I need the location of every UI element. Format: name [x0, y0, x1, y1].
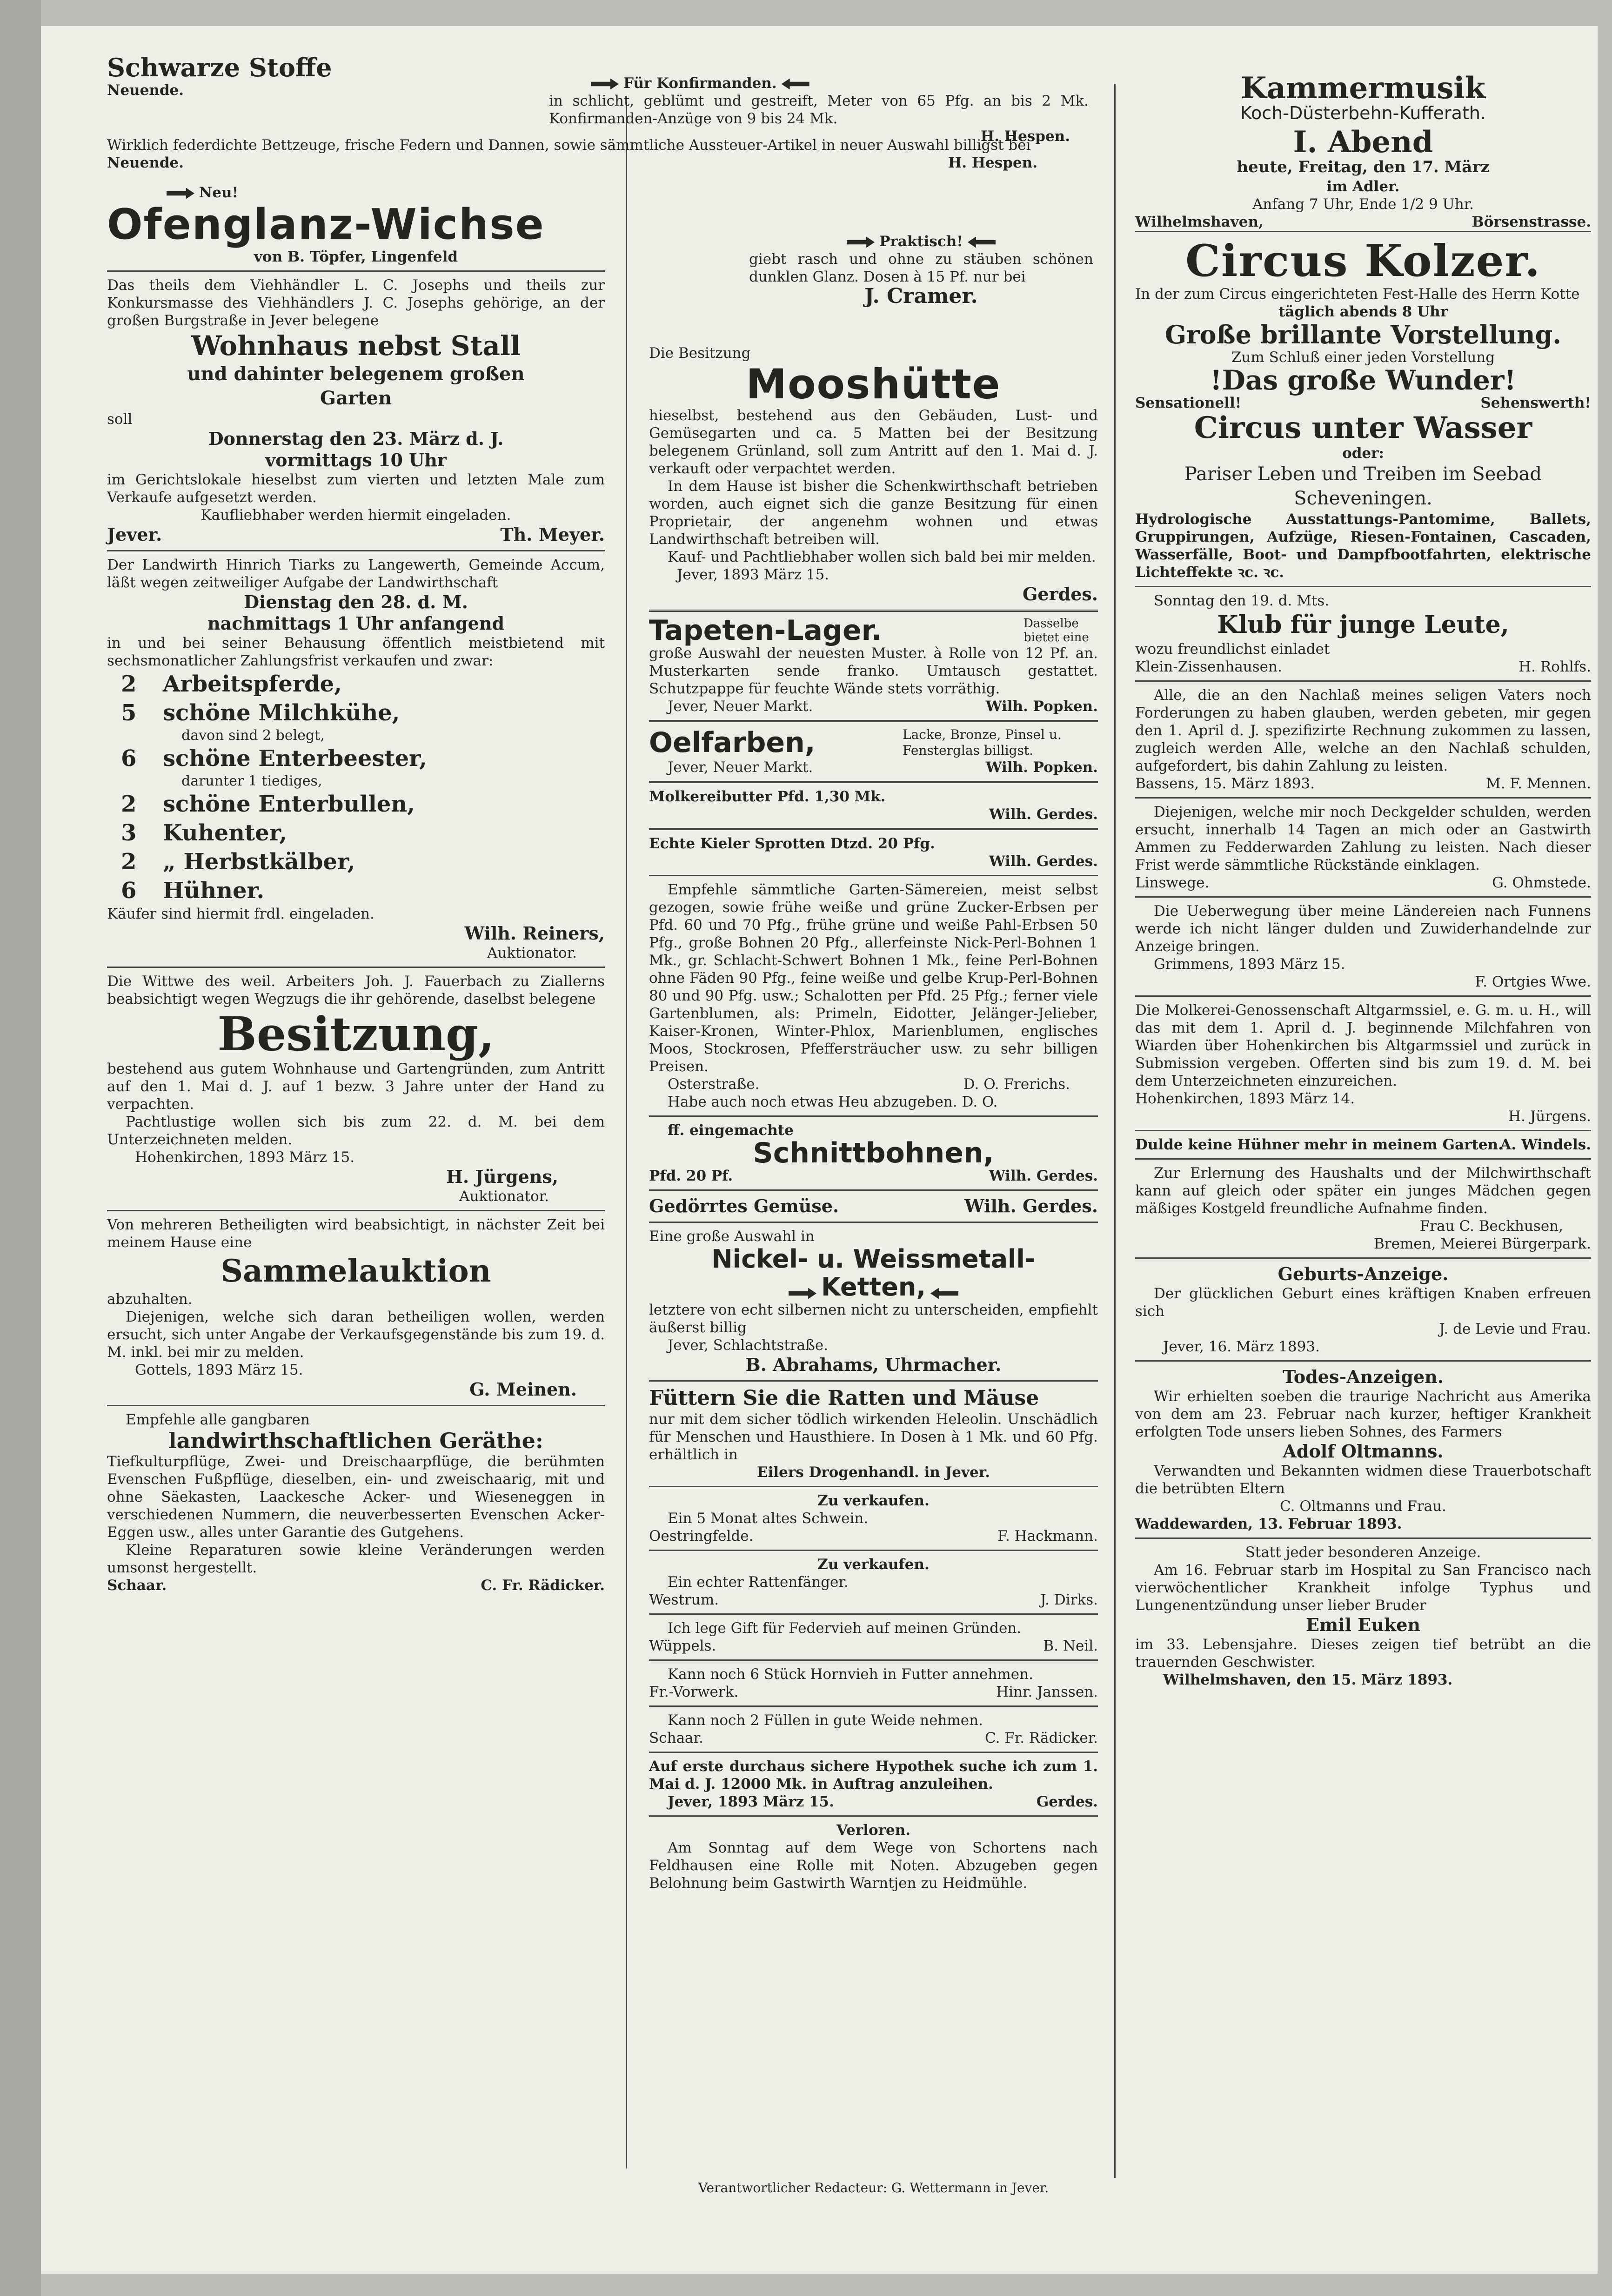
ad-sammel-text: Von mehreren Betheiligten wird beabsichtigt, in nächster Zeit bei meinem Hause eine: [107, 1216, 605, 1251]
ad-mooshuette-intro: Die Besitzung: [649, 345, 751, 362]
ad-todes-heading: Todes-Anzeigen.: [1282, 1366, 1444, 1387]
auction-item: [107, 876, 605, 905]
column-rule-right: [1114, 84, 1116, 2178]
ad-date: Gottels, 1893 März 15.: [135, 1362, 303, 1378]
ad-signature: Eilers Drogenhandl. in Jever.: [756, 1464, 990, 1481]
auction-item: [107, 744, 605, 773]
ad-text: Ich lege Gift für Federvieh auf meinen Gründen.: [668, 1620, 1022, 1637]
ad-neu: Neu!: [199, 184, 239, 201]
ad-sprotten: Echte Kieler Sprotten Dtzd. 20 Pfg.: [649, 835, 935, 852]
ad-wohnhaus-sub2: Garten: [320, 387, 392, 409]
ad-kammermusik-time: Anfang 7 Uhr, Ende 1/2 9 Uhr.: [1252, 196, 1474, 213]
ad-nachlass-text: Alle, die an den Nachlaß meines seligen Vaters noch Forderungen zu haben glauben, werden gebeten, mir gegen den 1. April d. J. spezifizirte Rechnung zukommen zu lassen, zugleich werden Alle, welche an den Nachlaß schulden, aufgefordert, bis dahin Zahlung zu leisten.: [1135, 687, 1591, 774]
ad-sammelauktion-title: Sammelauktion: [221, 1253, 491, 1289]
ad-signature: C. Fr. Rädicker.: [984, 1730, 1098, 1746]
ad-signature-title: Auktionator.: [487, 945, 577, 961]
ad-place: Linswege.: [1135, 874, 1210, 891]
ad-signature: G. Ohmstede.: [1492, 874, 1591, 891]
ad-mooshuette-text: hieselbst, bestehend aus den Gebäuden, Lust- und Gemüsegarten und ca. 5 Matten bei der Besitzung belegenem Grünland, soll zum Antritt auf den 1. Mai d. J. verkauft oder verpachtet werden.: [649, 407, 1098, 477]
auction-item-count: 6: [121, 745, 137, 772]
ad-signature: H. Hespen.: [948, 154, 1037, 171]
ad-place: Neuende.: [107, 82, 184, 99]
ad-hypothek-text: Auf erste durchaus sichere Hypothek suche ich zum 1. Mai d. J. 12000 Mk. in Auftrag anzuleihen.: [649, 1758, 1098, 1792]
ad-circus-wonder: !Das große Wunder!: [1210, 364, 1516, 396]
ad-circus-paris: Pariser Leben und Treiben im Seebad Scheveningen.: [1184, 463, 1542, 509]
ad-signature: H. Jürgens.: [1508, 1108, 1591, 1125]
ad-geraethe-text: Tiefkulturpflüge, Zwei- und Dreischaarpflüge, die berühmten Evenschen Fußpflüge, dieselben, ein- und zweischaarig, mit und ohne Säekasten, Laackesche Acker- und Wieseneggen in verschiedenen Nummern, die neuverbesserten Evenschen Acker-Eggen usw., alles unter Garantie des Gutgehens.: [107, 1453, 605, 1541]
ad-dulde-text: Dulde keine Hühner mehr in meinem Garten.: [1135, 1136, 1503, 1153]
ad-molkereibutter: Molkereibutter Pfd. 1,30 Mk.: [649, 788, 886, 805]
auction-item: [107, 727, 605, 744]
ad-circus-water: Circus unter Wasser: [1194, 410, 1532, 445]
ad-signature-address: Bremen, Meierei Bürgerpark.: [1374, 1235, 1591, 1252]
ad-signature: Wilh. Gerdes.: [964, 1195, 1098, 1216]
ad-klub-title: Klub für junge Leute,: [1217, 611, 1509, 639]
ad-text: Ein 5 Monat altes Schwein.: [668, 1510, 869, 1527]
ad-geraethe-intro: Empfehle alle gangbaren: [126, 1411, 310, 1428]
ad-place: Schaar.: [649, 1730, 703, 1746]
ad-signature: M. F. Mennen.: [1485, 775, 1591, 792]
ad-wittwe-text: Die Wittwe des weil. Arbeiters Joh. J. Fauerbach zu Ziallerns beabsichtigt wegen Wegzugs die ihr gehörende, daselbst belegene: [107, 973, 605, 1007]
ad-nickel-text: letztere von echt silbernen nicht zu unterscheiden, empfiehlt äußerst billig: [649, 1302, 1098, 1336]
ad-date: Jever, 16. März 1893.: [1163, 1338, 1320, 1355]
ad-signature: C. Oltmanns und Frau.: [1280, 1498, 1446, 1515]
ad-tapeten-text: große Auswahl der neuesten Muster. à Rolle von 12 Pf. an. Musterkarten sende franko. Umtausch gestattet. Schutzpappe für feuchte Wände stets vorräthig.: [649, 645, 1098, 697]
ad-place: Neuende.: [107, 154, 184, 171]
ad-signature: Wilh. Popken.: [985, 698, 1098, 715]
ad-signature: C. Fr. Rädicker.: [481, 1577, 605, 1594]
ad-place: Oestringfelde.: [649, 1528, 754, 1544]
ad-kammermusik-title: Kammermusik: [1241, 71, 1485, 106]
ad-schwarze-stoffe: [107, 54, 605, 99]
ad-signature: J. Dirks.: [1040, 1591, 1098, 1608]
auction-item: [107, 847, 605, 876]
auction-item-label: schöne Milchkühe,: [163, 700, 400, 726]
ad-place: Fr.-Vorwerk.: [649, 1684, 739, 1700]
pointing-hand-icon: [591, 79, 619, 90]
ad-date: Grimmens, 1893 März 15.: [1154, 956, 1345, 973]
ad-place: Jever, Neuer Markt.: [668, 698, 813, 715]
ad-place: Westrum.: [649, 1591, 719, 1608]
ad-wohnhaus-title: Wohnhaus nebst Stall: [191, 330, 521, 362]
ad-signature: Wilh. Reiners,: [464, 923, 605, 944]
ad-wohnhaus-time: vormittags 10 Uhr: [265, 450, 447, 470]
ad-mooshuette-text3: Kauf- und Pachtliebhaber wollen sich bald bei mir melden.: [668, 549, 1096, 565]
pointing-hand-icon: [930, 1288, 958, 1299]
ad-signature: F. Hackmann.: [997, 1528, 1098, 1544]
auction-item-count: 6: [121, 878, 137, 904]
ad-oelfarben-side: Lacke, Bronze, Pinsel u. Fensterglas billigst.: [903, 727, 1062, 758]
ad-ratten-text: nur mit dem sicher tödlich wirkenden Heleolin. Unschädlich für Menschen und Hausthiere. In Dosen à 1 Mk. und 60 Pfg. erhältlich in: [649, 1411, 1098, 1463]
ad-garten-hay: Habe auch noch etwas Heu abzugeben. D. O.: [668, 1094, 998, 1110]
column-2: [649, 344, 1098, 2178]
ad-street: Börsenstrasse.: [1472, 214, 1591, 230]
ad-wohnhaus-soll: soll: [107, 411, 133, 428]
ad-heading: Praktisch!: [879, 233, 963, 250]
ad-garten-text: Empfehle sämmtliche Garten-Sämereien, meist selbst gezogen, sowie frühe weiße und grüne Zucker-Erbsen per Pfd. 60 und 70 Pfg., frühe grüne und weiße Pahl-Erbsen 50 Pfg., große Bohnen 20 Pfg., allerfeinste Nick-Perl-Bohnen 1 Mk., gr. Schlacht-Schwert Bohnen 1 Mk., feine Perl-Bohnen ohne Fäden 90 Pfg., feine weiße und gelbe Krup-Perl-Bohnen 80 und 90 Pfg. usw.; Schalotten per Pfd. 25 Pfg.; ferner viele Gartenblumen, als: Primeln, Eidotter, Jelänger-Jelieber, Kaiser-Kronen, Winter-Phlox, Marienblumen, englisches Moos, Stockrosen, Pfeffersträucher usw. zu sehr billigen Preisen.: [649, 881, 1098, 1075]
ad-geraethe-text2: Kleine Reparaturen sowie kleine Veränderungen werden umsonst hergestellt.: [107, 1542, 605, 1576]
ad-date: Jever, 1893 März 15.: [668, 1793, 834, 1810]
ad-nickel-intro: Eine große Auswahl in: [649, 1228, 815, 1245]
ad-wittwe-text2: bestehend aus gutem Wohnhause und Gartengründen, zum Antritt auf den 1. Mai d. J. auf 1 bezw. 3 Jahre unter der Hand zu verpachten.: [107, 1061, 605, 1113]
pointing-hand-icon: [789, 1288, 816, 1299]
ad-gedoerrtes: Gedörrtes Gemüse.: [649, 1195, 839, 1216]
ad-signature: Th. Meyer.: [500, 524, 605, 545]
ad-statt-text2: im 33. Lebensjahre. Dieses zeigen tief betrübt an die trauernden Geschwister.: [1135, 1636, 1591, 1671]
auction-item-label: Arbeitspferde,: [163, 671, 342, 697]
ad-wohnhaus-intro: Das theils dem Viehhändler L. C. Josephs und theils zur Konkursmasse des Viehhändlers J. C. Josephs gehörige, an der großen Burgstraße in Jever belegene: [107, 277, 605, 329]
ad-text: Kann noch 2 Füllen in gute Weide nehmen.: [668, 1712, 983, 1729]
ad-landwirth-text2: in und bei seiner Behausung öffentlich meistbietend mit sechsmonatlicher Zahlungsfrist verkaufen und zwar:: [107, 635, 605, 669]
auction-item-count: 3: [121, 820, 137, 846]
ad-place: Jever, Schlachtstraße.: [668, 1337, 829, 1354]
pointing-hand-icon: [167, 188, 194, 199]
ad-signature: J. de Levie und Frau.: [1439, 1321, 1591, 1337]
auction-item-list: [107, 670, 605, 905]
ad-signature: Wilh. Gerdes.: [989, 853, 1098, 870]
ad-landwirth-invite: Käufer sind hiermit frdl. eingeladen.: [107, 906, 375, 922]
ad-tapeten-title: Tapeten-Lager.: [649, 614, 882, 647]
ad-landwirth-text: Der Landwirth Hinrich Tiarks zu Langewerth, Gemeinde Accum, läßt wegen zeitweiliger Aufgabe der Landwirthschaft: [107, 557, 605, 591]
auction-item: [107, 790, 605, 819]
ad-circus-daily: täglich abends 8 Uhr: [1278, 303, 1448, 320]
ad-signature: Wilh. Popken.: [985, 759, 1098, 776]
ad-molkerei-text: Die Molkerei-Genossenschaft Altgarmssiel, e. G. m. u. H., will das mit dem 1. April d. J. beginnende Milchfahren von Wiarden über Hohenkirchen bis Altgarmssiel und zurück in Submission vergeben. Offerten sind bis zum 19. d. M. bei dem Unterzeichneten einzureichen.: [1135, 1002, 1591, 1089]
ad-signature: J. Cramer.: [864, 284, 978, 308]
ad-todes-text: Wir erhielten soeben die traurige Nachricht aus Amerika von dem am 23. Februar nach kurzer, heftiger Krankheit erfolgten Tode unsers lieben Sohnes, des Farmers: [1135, 1388, 1591, 1440]
ad-heading: Für Konfirmanden.: [623, 75, 777, 92]
ad-text: Ein echter Rattenfänger.: [668, 1574, 849, 1591]
ad-circus-title: Circus Kolzer.: [1185, 235, 1541, 287]
ad-signature: B. Abrahams, Uhrmacher.: [745, 1354, 1002, 1375]
ad-title: Schwarze Stoffe: [107, 53, 332, 82]
ad-sammel-text2: abzuhalten.: [107, 1291, 193, 1308]
ad-circus-oder: oder:: [1342, 445, 1384, 462]
ad-konfirmanden-text: in schlicht, geblümt und gestreift, Meter von 65 Pfg. an bis 2 Mk. Konfirmanden-Anzüge von 9 bis 24 Mk.: [549, 93, 1089, 127]
ad-heading: Zu verkaufen.: [817, 1492, 930, 1509]
ad-verloren-text: Am Sonntag auf dem Wege von Schortens nach Feldhausen eine Rolle mit Noten. Abzugeben gegen Belohnung beim Gastwirth Warntjen zu Heidmühle.: [649, 1839, 1098, 1892]
ad-circus-sens: Sensationell!: [1135, 395, 1242, 411]
auction-item-label: darunter 1 tiediges,: [181, 773, 322, 789]
ad-wittwe-text3: Pachtlustige wollen sich bis zum 22. d. M. bei dem Unterzeichneten melden.: [107, 1114, 605, 1148]
ad-date: Bassens, 15. März 1893.: [1135, 775, 1315, 792]
scan-left-edge: [0, 0, 41, 2296]
ad-signature: A. Windels.: [1500, 1136, 1591, 1153]
ad-nickel-title: Nickel- u. Weissmetall-: [711, 1244, 1036, 1274]
auction-item: [107, 698, 605, 727]
auction-item-count: 2: [121, 671, 137, 697]
ad-text: Kann noch 6 Stück Hornvieh in Futter annehmen.: [668, 1666, 1033, 1683]
ad-statt-name: Emil Euken: [1306, 1614, 1420, 1635]
ad-kammermusik-place: im Adler.: [1326, 178, 1400, 195]
ad-ratten-title: Füttern Sie die Ratten und Mäuse: [649, 1386, 1039, 1410]
ad-mooshuette-title: Mooshütte: [746, 360, 1001, 408]
ad-nickel-title2: Ketten,: [821, 1272, 926, 1302]
ad-circus-show: Große brillante Vorstellung.: [1164, 320, 1562, 349]
ad-geraethe-title: landwirthschaftlichen Geräthe:: [168, 1428, 543, 1453]
ad-konfirmanden: [549, 74, 1089, 145]
ad-date: Hohenkirchen, 1893 März 15.: [135, 1149, 355, 1166]
auction-item: [107, 670, 605, 698]
auction-item-label: davon sind 2 belegt,: [181, 727, 325, 744]
ad-circus-text: In der zum Circus eingerichteten Fest-Halle des Herrn Kotte: [1135, 286, 1580, 302]
ad-praktisch: [749, 233, 1093, 307]
ad-oelfarben-title: Oelfarben,: [649, 726, 816, 759]
ad-ofenglanz-title: Ofenglanz-Wichse: [107, 200, 545, 249]
ad-kammermusik-date: heute, Freitag, den 17. März: [1237, 158, 1490, 176]
ad-heading: Zu verkaufen.: [817, 1556, 930, 1573]
ad-signature: G. Meinen.: [469, 1379, 577, 1400]
ad-kammermusik-sub: Koch-Düsterbehn-Kufferath.: [1240, 103, 1486, 123]
ad-place: Jever, Neuer Markt.: [668, 759, 813, 776]
ad-sammel-text3: Diejenigen, welche sich daran betheiligen wollen, werden ersucht, sich unter Angabe der Verkaufsgegenstände bis zum 19. d. M. inkl. bei mir zu melden.: [107, 1309, 605, 1361]
auction-item-label: Hühner.: [163, 878, 265, 904]
ad-wohnhaus-text: im Gerichtslokale hieselbst zum vierten und letzten Male zum Verkaufe aufgesetzt werden.: [107, 471, 605, 506]
ad-date: Hohenkirchen, 1893 März 14.: [1135, 1090, 1355, 1107]
ad-heading: Verloren.: [836, 1822, 911, 1839]
ad-place: Wüppels.: [649, 1638, 716, 1654]
auction-item-label: schöne Enterbullen,: [163, 791, 415, 817]
page-footer-editor: Verantwortlicher Redacteur: G. Wettermann in Jever.: [698, 2180, 1049, 2195]
ad-place: Schaar.: [107, 1577, 167, 1594]
ad-signature: Wilh. Gerdes.: [989, 806, 1098, 823]
ad-circus-seh: Sehenswerth!: [1480, 395, 1591, 411]
ad-signature: B. Neil.: [1043, 1638, 1098, 1654]
ad-geburt-heading: Geburts-Anzeige.: [1278, 1263, 1449, 1284]
ad-todes-text2: Verwandten und Bekannten widmen diese Trauerbotschaft die betrübten Eltern: [1135, 1463, 1591, 1497]
auction-item: [107, 773, 605, 790]
auction-item-label: schöne Enterbeester,: [163, 745, 427, 772]
ad-schnittbohnen-title: Schnittbohnen,: [753, 1137, 994, 1169]
ad-place: Klein-Zissenhausen.: [1135, 658, 1282, 675]
ad-place: Jever.: [107, 524, 162, 545]
ad-price: Pfd. 20 Pf.: [649, 1168, 733, 1184]
pointing-hand-icon: [847, 237, 875, 248]
ad-mooshuette-text2: In dem Hause ist bisher die Schenkwirthschaft betrieben worden, auch eignet sich die ganze Besitzung für einen Proprietair, der angenehm wohnen und etwas Landwirthschaft betreiben will.: [649, 478, 1098, 548]
ad-signature: Hinr. Janssen.: [996, 1684, 1098, 1700]
ad-signature: Gerdes.: [1022, 584, 1098, 604]
ad-date: Jever, 1893 März 15.: [677, 566, 829, 583]
ad-wohnhaus-sub: und dahinter belegenem großen: [187, 363, 525, 385]
pointing-hand-icon: [782, 79, 809, 90]
ad-statt-heading: Statt jeder besonderen Anzeige.: [1245, 1544, 1481, 1561]
ad-ueberwegung-text: Die Ueberwegung über meine Ländereien nach Funnens werde ich nicht länger dulden und Zuwiderhandelnde zur Anzeige bringen.: [1135, 903, 1591, 955]
ad-ofenglanz-maker: von B. Töpfer, Lingenfeld: [254, 248, 458, 265]
pointing-hand-icon: [968, 237, 996, 248]
ad-landwirth-time: nachmittags 1 Uhr anfangend: [207, 613, 505, 634]
ad-signature: F. Ortgies Wwe.: [1475, 973, 1591, 990]
ad-schnitt-intro: ff. eingemachte: [668, 1122, 794, 1139]
ad-wohnhaus-invite: Kaufliebhaber werden hiermit eingeladen.: [201, 507, 511, 524]
ad-signature: Gerdes.: [1036, 1793, 1098, 1810]
ad-signature: D. O. Frerichs.: [963, 1076, 1070, 1093]
ad-kammermusik-abend: I. Abend: [1293, 125, 1433, 160]
ad-landwirth-date: Dienstag den 28. d. M.: [244, 591, 468, 612]
ad-date: Sonntag den 19. d. Mts.: [1154, 592, 1330, 609]
ad-city: Wilhelmshaven,: [1135, 214, 1264, 230]
ad-signature: H. Jürgens,: [446, 1166, 558, 1187]
ad-bettzeuge-text: Wirklich federdichte Bettzeuge, frische Federn und Dannen, sowie sämmtliche Aussteuer-Artikel in neuer Auswahl billigst bei: [107, 137, 1031, 154]
ad-circus-end: Zum Schluß einer jeden Vorstellung: [1231, 349, 1495, 366]
auction-item-count: 2: [121, 849, 137, 875]
ad-date: Wilhelmshaven, den 15. März 1893.: [1163, 1672, 1453, 1688]
ad-deckgeld-text: Diejenigen, welche mir noch Deckgelder schulden, werden ersucht, innerhalb 14 Tagen an mich oder an Gastwirth Ammen zu Fedderwarden Zahlung zu leisten. Nach dieser Frist werde sämmtliche Rückstände einklagen.: [1135, 804, 1591, 873]
ad-signature: Frau C. Beckhusen,: [1419, 1218, 1563, 1235]
ad-date: Waddewarden, 13. Februar 1893.: [1135, 1516, 1402, 1532]
ad-signature: H. Rohlfs.: [1518, 658, 1591, 675]
ad-statt-text: Am 16. Februar starb im Hospital zu San Francisco nach vierwöchentlicher Krankheit infolge Typhus und Lungenentzündung unser lieber Bruder: [1135, 1562, 1591, 1614]
ad-klub-text: wozu freundlichst einladet: [1135, 641, 1330, 658]
auction-item-label: Kuhenter,: [163, 820, 288, 846]
ad-signature: H. Hespen.: [980, 128, 1070, 145]
ad-wohnhaus-date: Donnerstag den 23. März d. J.: [208, 428, 504, 449]
ad-geburt-text: Der glücklichen Geburt eines kräftigen Knaben erfreuen sich: [1135, 1285, 1591, 1320]
auction-item-count: 2: [121, 791, 137, 817]
ad-place: Osterstraße.: [668, 1076, 760, 1093]
ad-besitzung-title: Besitzung,: [217, 1007, 495, 1061]
ad-todes-name: Adolf Oltmanns.: [1283, 1441, 1444, 1462]
column-rule-left: [626, 102, 627, 2168]
column-3: [1135, 71, 1591, 2182]
auction-item: [107, 819, 605, 847]
ad-haushalt-text: Zur Erlernung des Haushalts und der Milchwirthschaft kann auf gleich oder später ein junges Mädchen gegen mäßiges Kostgeld freundliche Aufnahme finden.: [1135, 1165, 1591, 1217]
auction-item-label: „ Herbstkälber,: [163, 849, 355, 875]
ad-circus-hydro: Hydrologische Ausstattungs-Pantomime, Ballets, Gruppirungen, Aufzüge, Riesen-Fontainen, Cascaden, Wasserfälle, Boot- und Dampfbootfahrten, elektrische Lichteffekte ꝛc. ꝛc.: [1135, 511, 1591, 581]
ad-signature-title: Auktionator.: [459, 1188, 549, 1205]
ad-signature: Wilh. Gerdes.: [989, 1168, 1098, 1184]
ad-praktisch-text: giebt rasch und ohne zu stäuben schönen dunklen Glanz. Dosen à 15 Pf. nur bei: [749, 251, 1093, 285]
auction-item-count: 5: [121, 700, 137, 726]
ad-tapeten-side: Dasselbe bietet eine: [1023, 617, 1089, 644]
